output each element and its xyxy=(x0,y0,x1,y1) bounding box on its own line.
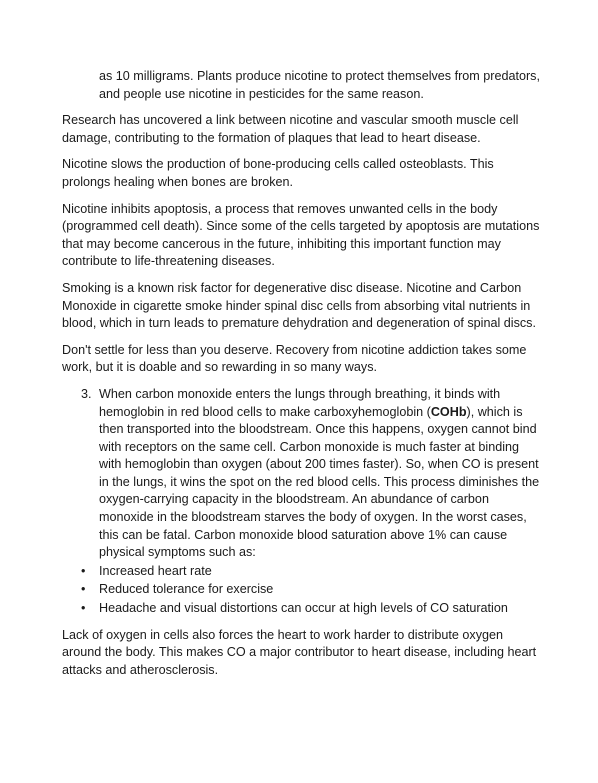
list-item xyxy=(62,563,540,581)
bullet-icon: • xyxy=(81,582,86,597)
numbered-item-3 xyxy=(62,386,540,562)
bullet-text: Increased heart rate xyxy=(99,563,212,578)
bullet-text: Reduced tolerance for exercise xyxy=(99,582,274,597)
paragraph-apoptosis: Nicotine inhibits apoptosis, a process that removes unwanted cells in the body (programmed cell death). Since some of the cells targeted by apoptosis are mutations that may become cancerous in the future, inhibiting this important function may contribute to life-threatening diseases. xyxy=(62,201,540,269)
paragraph-recovery: Don't settle for less than you deserve. Recovery from nicotine addiction takes some work, but it is doable and so rewarding in so many ways. xyxy=(62,342,527,375)
bullet-text: Headache and visual distortions can occur at high levels of CO saturation xyxy=(99,601,508,616)
continued-list-text: as 10 milligrams. Plants produce nicotine to protect themselves from predators, and people use nicotine in pesticides for the same reason. xyxy=(99,69,540,101)
item-text-end: ), which is then transported into the bloodstream. Once this happens, oxygen cannot bind with receptors on the same cell. Carbon monoxide is much faster at binding with hemoglobin than oxygen (about 200 times faster). So, when CO is present in the lungs, it wins the spot on the red blood cells. This process diminishes the oxygen-carrying capacity in the bloodstream. An abundance of carbon monoxide in the bloodstream starves the body of oxygen. In the worst cases, this can be fatal. Carbon monoxide blood saturation above 1% can cause physical symptoms such as: xyxy=(99,404,540,560)
paragraph-vascular-damage: Research has uncovered a link between nicotine and vascular smooth muscle cell damage, contributing to the formation of plaques that lead to heart disease. xyxy=(62,113,519,145)
page-content xyxy=(62,68,540,679)
item-text-start: When carbon monoxide enters the lungs through breathing, it binds with hemoglobin in red blood cells to make carboxyhemoglobin ( xyxy=(99,386,501,419)
paragraph-closing: Lack of oxygen in cells also forces the heart to work harder to distribute oxygen around the body. This makes CO a major contributor to heart disease, including heart attacks and atherosclerosis. xyxy=(62,627,537,677)
paragraph-disc-disease: Smoking is a known risk factor for degenerative disc disease. Nicotine and Carbon Monoxide in cigarette smoke hinder spinal disc cells from absorbing vital nutrients in blood, which in turn leads to premature dehydration and degeneration of spinal discs. xyxy=(62,280,536,331)
bullet-icon: • xyxy=(81,601,86,616)
list-item xyxy=(62,600,540,618)
cohb-term: COHb xyxy=(430,404,467,419)
list-number: 3. xyxy=(81,386,92,401)
list-item xyxy=(62,581,540,599)
symptom-list xyxy=(62,563,540,618)
paragraph-osteoblasts: Nicotine slows the production of bone-producing cells called osteoblasts. This prolongs healing when bones are broken. xyxy=(62,157,494,189)
bullet-icon: • xyxy=(81,563,86,578)
